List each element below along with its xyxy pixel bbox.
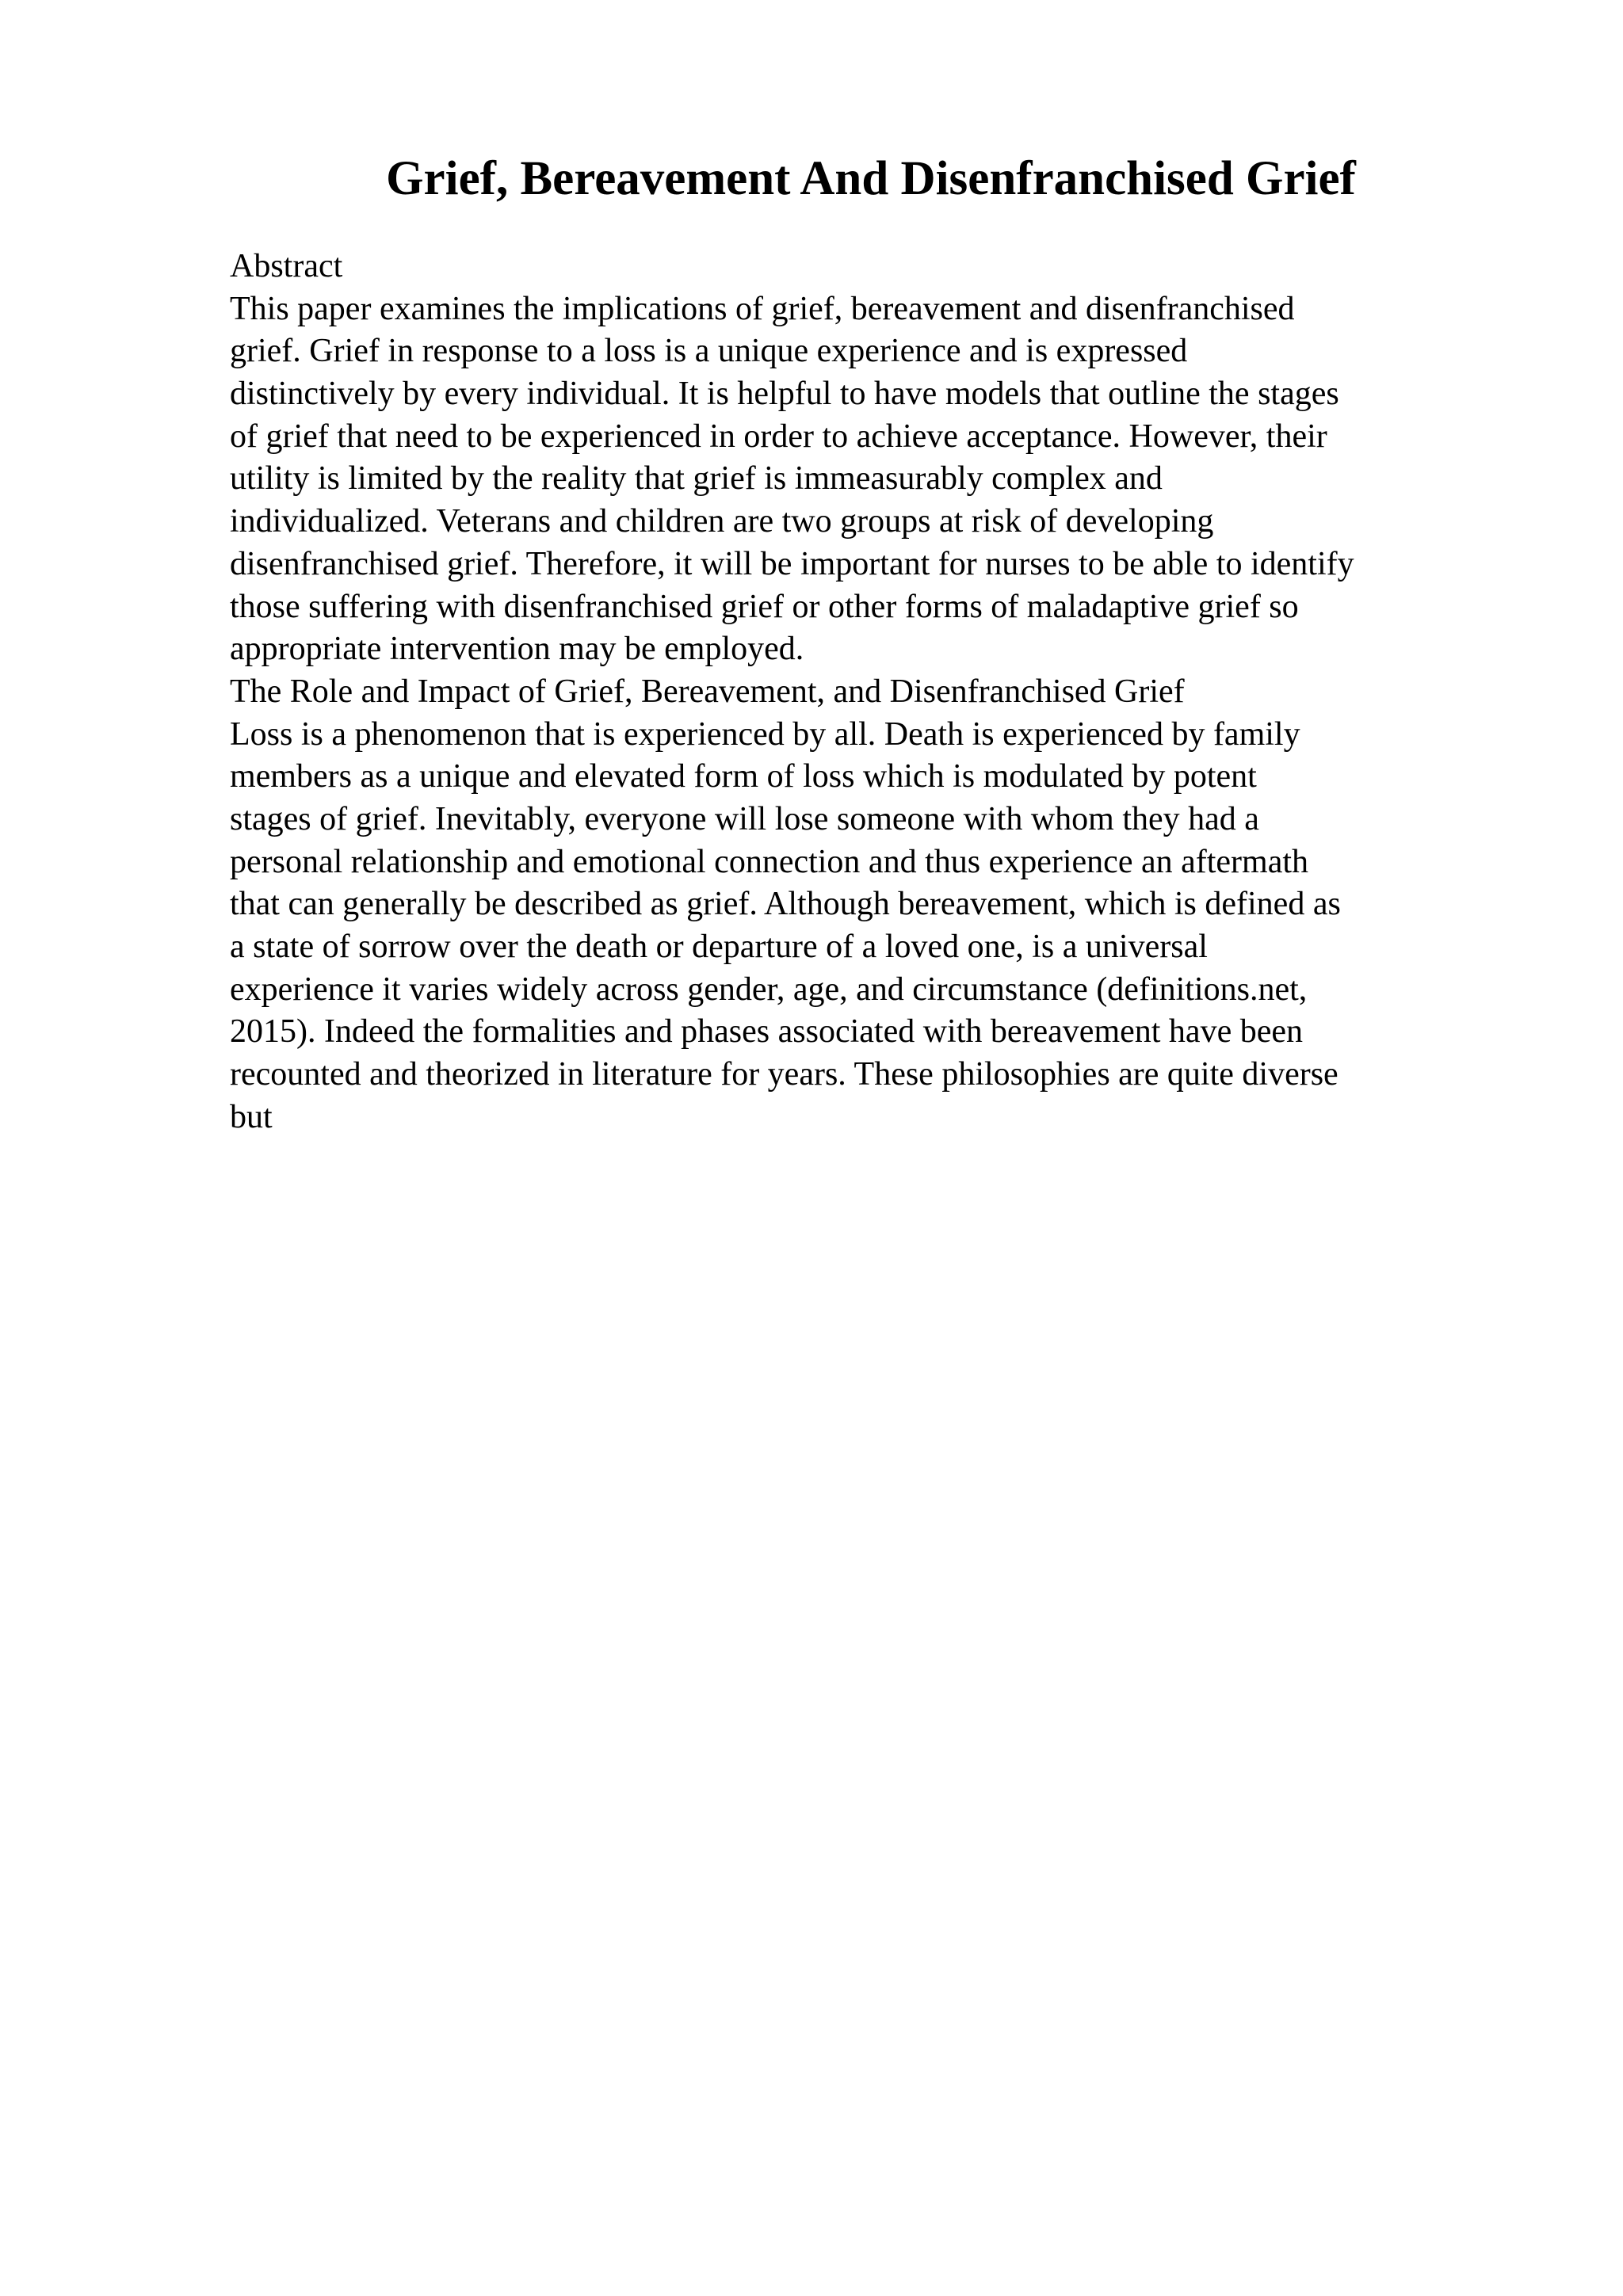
body-line: Loss is a phenomenon that is experienced by all. Death is experienced by family bbox=[230, 715, 1300, 753]
abstract-line: appropriate intervention may be employed. bbox=[230, 631, 804, 668]
body-line: stages of grief. Inevitably, everyone will lose someone with whom they had a bbox=[230, 800, 1259, 837]
body-line: a state of sorrow over the death or departure of a loved one, is a universal bbox=[230, 929, 1208, 965]
body-line: that can generally be described as grief. Although bereavement, which is defined as bbox=[230, 886, 1341, 923]
abstract-line: those suffering with disenfranchised grief or other forms of maladaptive grief so bbox=[230, 588, 1299, 625]
document-body bbox=[230, 246, 1498, 1138]
abstract-line: of grief that need to be experienced in order to achieve acceptance. However, their bbox=[230, 418, 1327, 455]
abstract-line: distinctively by every individual. It is helpful to have models that outline the stages bbox=[230, 376, 1339, 413]
body-line: recounted and theorized in literature for years. These philosophies are quite diverse bbox=[230, 1056, 1338, 1093]
section-heading: The Role and Impact of Grief, Bereavement, and Disenfranchised Grief bbox=[230, 673, 1185, 710]
body-line: 2015). Indeed the formalities and phases associated with bereavement have been bbox=[230, 1013, 1303, 1051]
abstract-heading: Abstract bbox=[230, 248, 343, 284]
abstract-line: utility is limited by the reality that grief is immeasurably complex and bbox=[230, 460, 1163, 498]
body-line: personal relationship and emotional connection and thus experience an aftermath bbox=[230, 843, 1309, 880]
body-line: members as a unique and elevated form of loss which is modulated by potent bbox=[230, 758, 1257, 795]
abstract-line: grief. Grief in response to a loss is a unique experience and is expressed bbox=[230, 333, 1188, 370]
abstract-line: This paper examines the implications of grief, bereavement and disenfranchised bbox=[230, 290, 1295, 327]
abstract-line: disenfranchised grief. Therefore, it will be important for nurses to be able to identify bbox=[230, 545, 1354, 582]
abstract-line: individualized. Veterans and children are two groups at risk of developing bbox=[230, 503, 1214, 540]
body-line: but bbox=[230, 1098, 273, 1135]
body-line: experience it varies widely across gender, age, and circumstance (definitions.net, bbox=[230, 971, 1308, 1008]
document-title: Grief, Bereavement And Disenfranchised Grief bbox=[386, 152, 1356, 205]
